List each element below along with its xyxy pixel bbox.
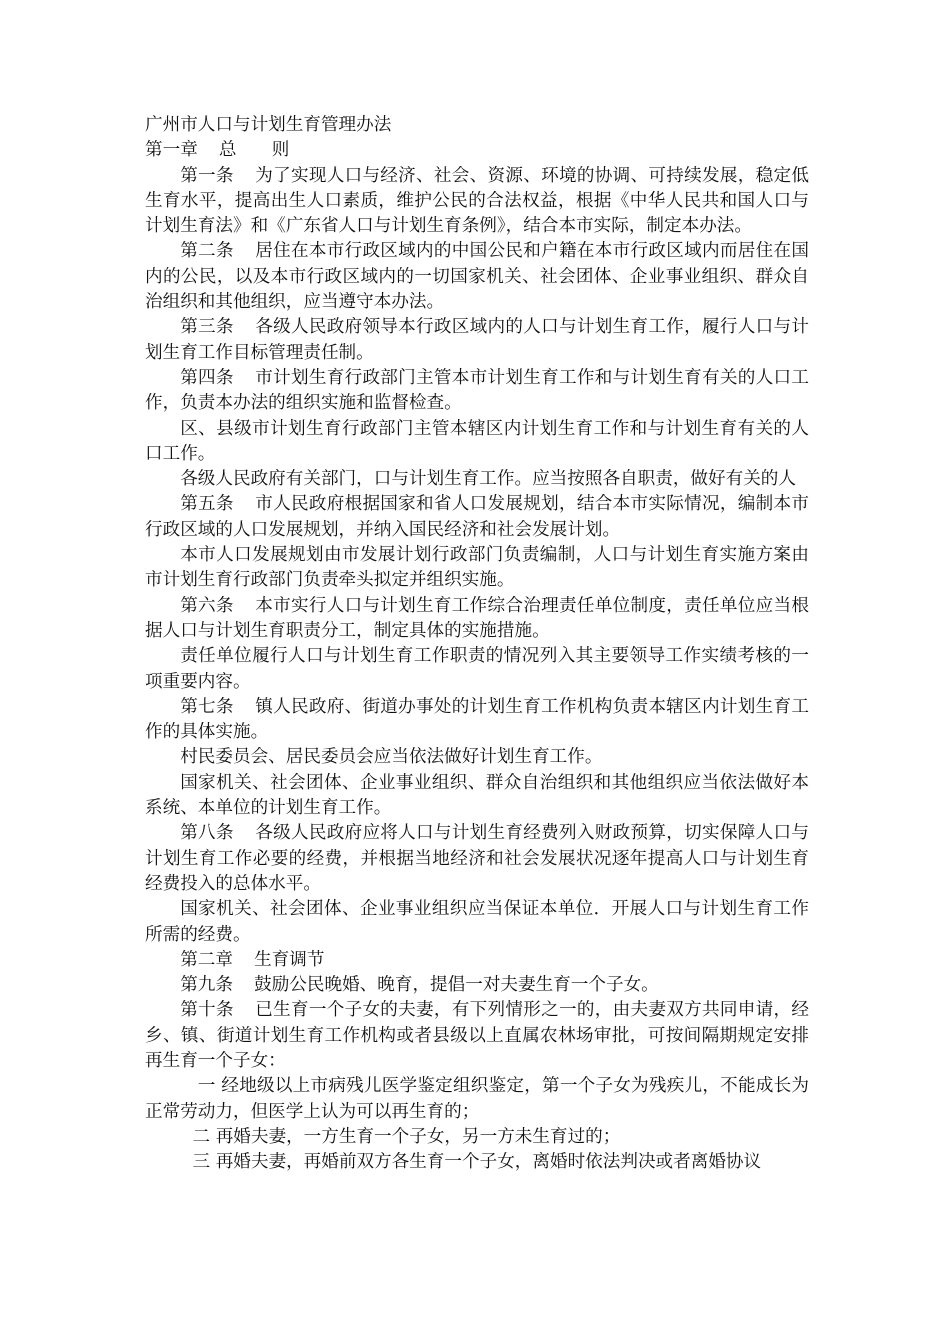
paragraph-list [145,164,809,948]
paragraph-list [145,973,809,1074]
chapter-title-part: 则 [271,140,290,161]
article-number: 第六条 [180,595,234,616]
article-paragraph [145,745,809,770]
article-text: 各级人民政府有关部门，口与计划生育工作。应当按照各自职责，做好有关的人 [180,469,796,490]
article-number: 第十条 [180,1000,234,1021]
article-text: 居住在本市行政区域内的中国公民和户籍在本市行政区域内而居住在国内的公民，以及本市行政区域内的一切国家机关、社会团体、企业事业组织、群众自治组织和其他组织，应当遵守本办法。 [145,241,809,313]
article-number: 第三条 [180,317,234,338]
article-number: 第二条 [180,241,234,262]
article-number: 第七条 [180,696,234,717]
article-paragraph [145,973,809,998]
article-paragraph [145,467,809,492]
article-text: 村民委员会、居民委员会应当依法做好计划生育工作。 [180,747,603,768]
article-number: 第九条 [180,975,233,996]
chapter-label: 第一章 [145,140,198,161]
article-paragraph [145,771,809,822]
chapter-label: 第二章 [180,949,233,970]
article-number: 第五条 [180,494,234,515]
article-number: 第四条 [180,367,234,388]
list-item-number: 二 [192,1126,216,1147]
article-text: 国家机关、社会团体、企业事业组织、群众自治组织和其他组织应当依法做好本系统、本单位的计划生育工作。 [145,772,809,819]
article-paragraph [145,695,809,746]
article-paragraph [145,315,809,366]
article-text: 市计划生育行政部门主管本市计划生育工作和与计划生育有关的人口工作，负责本办法的组织实施和监督检查。 [145,367,809,414]
article-paragraph [145,543,809,594]
article-text: 鼓励公民晚婚、晚育，提倡一对夫妻生育一个子女。 [254,975,659,996]
article-text: 责任单位履行人口与计划生育工作职责的情况列入其主要领导工作实绩考核的一项重要内容。 [145,646,809,692]
list-item [145,1125,809,1150]
article-number: 第八条 [180,823,234,844]
list-item [145,1150,809,1175]
article-paragraph [145,366,809,417]
article-paragraph [145,821,809,897]
list-item-text: 再婚夫妻，再婚前双方各生育一个子女，离婚时依法判决或者离婚协议 [215,1152,762,1173]
article-paragraph [145,897,809,948]
article-paragraph [145,594,809,645]
article-text: 已生育一个子女的夫妻，有下列情形之一的，由夫妻双方共同申请，经乡、镇、街道计划生育工作机构或者县级以上直属农林场审批，可按间隔期规定安排再生育一个子女： [145,1000,809,1071]
article-paragraph [145,492,809,543]
article-paragraph [145,164,809,240]
article-text: 本市人口发展规划由市发展计划行政部门负责编制，人口与计划生育实施方案由市计划生育行政部门负责牵头拟定并组织实施。 [145,545,809,591]
list-item [145,1074,809,1125]
chapter-title-part: 总 [218,140,237,161]
list-item-number: 三 [192,1152,216,1173]
document-title: 广州市人口与计划生育管理办法 [145,115,392,135]
item-list [145,1074,809,1175]
chapter-heading [145,948,809,973]
article-paragraph [145,417,809,468]
article-text: 国家机关、社会团体、企业事业组织应当保证本单位．开展人口与计划生育工作所需的经费。 [145,899,809,945]
list-item-number: 一 [197,1076,222,1097]
article-paragraph [145,998,809,1074]
document-page [145,113,809,1175]
article-text: 各级人民政府领导本行政区域内的人口与计划生育工作，履行人口与计划生育工作目标管理责任制。 [145,317,809,363]
article-number: 第一条 [180,165,234,186]
article-text: 市人民政府根据国家和省人口发展规划，结合本市实际情况，编制本市行政区域的人口发展规划，并纳入国民经济和社会发展计划。 [145,494,809,540]
article-text: 镇人民政府、街道办事处的计划生育工作机构负责本辖区内计划生育工作的具体实施。 [145,696,809,743]
list-item-text: 经地级以上市病残儿医学鉴定组织鉴定，第一个子女为残疾儿，不能成长为正常劳动力，但医学上认为可以再生育的； [145,1076,809,1122]
chapter-heading [145,138,809,163]
article-text: 区、县级市计划生育行政部门主管本辖区内计划生育工作和与计划生育有关的人口工作。 [145,418,809,464]
article-text: 本市实行人口与计划生育工作综合治理责任单位制度，责任单位应当根据人口与计划生育职责分工，制定具体的实施措施。 [145,595,809,641]
chapter-title: 生育调节 [254,949,325,970]
article-text: 为了实现人口与经济、社会、资源、环境的协调、可持续发展，稳定低生育水平，提高出生人口素质，维护公民的合法权益，根据《中华人民共和国人口与计划生育法》和《广东省人口与计划生育条例》，结合本市实际，制定本办法。 [145,165,809,237]
list-item-text: 再婚夫妻，一方生育一个子女，另一方未生育过的； [215,1126,621,1147]
article-paragraph [145,644,809,695]
article-paragraph [145,239,809,315]
article-text: 各级人民政府应将人口与计划生育经费列入财政预算，切实保障人口与计划生育工作必要的经费，并根据当地经济和社会发展状况逐年提高人口与计划生育经费投入的总体水平。 [145,823,809,894]
